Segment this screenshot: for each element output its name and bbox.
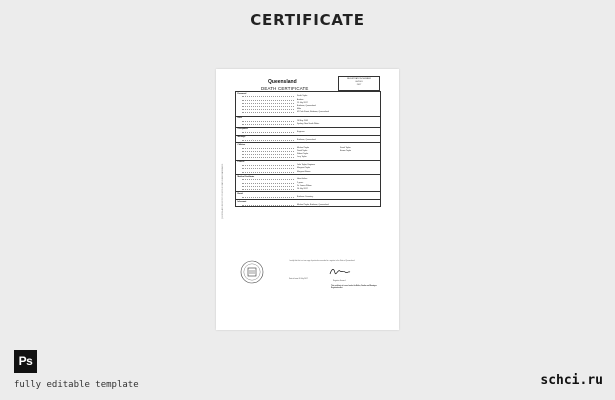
field-label: Cause of death — [242, 178, 294, 180]
field-value: 14 July 2017 — [297, 188, 308, 190]
field-value: John Taylor, Engineer — [297, 164, 316, 167]
seal-icon — [240, 260, 264, 284]
section-title: Deceased — [237, 92, 247, 95]
field-label: Family name — [242, 95, 294, 97]
field-value: Heart failure — [297, 178, 308, 181]
form-section — [236, 127, 380, 135]
field-value: Brisbane Cemetery — [297, 195, 314, 198]
brand-label: schci.ru — [540, 373, 603, 388]
section-title: Burial — [237, 192, 243, 195]
form-section — [236, 135, 380, 143]
field-value: Michael Taylor — [297, 146, 310, 149]
legal-note: This certificate is issued under the Births, Deaths and Marriages Registration Act — [331, 286, 377, 290]
field-value: Michael Taylor, Brisbane, Queensland — [297, 203, 329, 206]
field-value: Robert Taylor — [297, 153, 309, 156]
section-title: Informant — [237, 200, 247, 203]
field-value: Margaret Taylor — [297, 167, 311, 170]
field-label: Occupation — [242, 131, 294, 133]
form-section — [236, 116, 380, 127]
field-value-secondary: Sarah Taylor — [340, 146, 351, 149]
issue-date: Date of issue 20 July 2017 — [289, 279, 308, 280]
registration-box — [338, 76, 380, 91]
field-value-secondary: Emma Taylor — [340, 149, 351, 152]
field-value: David Taylor — [297, 149, 308, 152]
field-label — [242, 150, 294, 152]
certificate-preview — [216, 69, 399, 330]
field-label: Place of burial — [242, 196, 294, 198]
field-value: 10 May 1945 — [297, 120, 308, 123]
section-title: Marriage — [237, 136, 246, 139]
section-title: Birth — [237, 117, 242, 120]
certificate-title: DEATH CERTIFICATE — [261, 86, 309, 91]
field-value: Brisbane, Queensland — [297, 138, 316, 141]
field-label: Names and ages — [242, 147, 294, 149]
registration-label: REGISTRATION NUMBER — [346, 77, 372, 80]
form-row — [236, 111, 380, 114]
certification-notes: I certify that this is a true copy of particulars recorded in a register in the State of Queensland. — [289, 261, 355, 262]
registration-year: 2017 — [356, 83, 362, 86]
side-text: QUEENSLAND REGISTRY OF BIRTHS DEATHS AND MARRIAGES — [222, 163, 224, 219]
section-title: Medical Certificate — [237, 175, 255, 178]
field-value: Engineer — [297, 131, 305, 134]
field-label: Usual residence — [242, 111, 294, 113]
section-title: Occupation — [237, 128, 248, 131]
field-label: Place of birth — [242, 123, 294, 125]
field-label: Duration of last illness — [242, 182, 294, 184]
field-value: 42 Park Street, Brisbane, Queensland — [297, 111, 329, 114]
field-value: Andrew — [297, 98, 304, 101]
form-section — [236, 174, 380, 191]
template-caption: fully editable template — [14, 380, 139, 390]
form-section — [236, 199, 380, 207]
signature-label: Registrar General — [333, 281, 346, 282]
field-value: Male — [297, 108, 302, 111]
field-value: Lucy Taylor — [297, 156, 307, 159]
field-label: Given names — [242, 99, 294, 101]
form-row — [236, 204, 380, 207]
field-label: Place of marriage — [242, 139, 294, 141]
form-section — [236, 92, 380, 116]
field-label: Name and address — [242, 204, 294, 206]
field-value: Brisbane, Queensland — [297, 105, 316, 107]
field-value: Smith Taylor — [297, 95, 308, 98]
field-label: Sex — [242, 108, 294, 110]
section-title: Children — [237, 143, 246, 146]
page-title: CERTIFICATE — [250, 11, 365, 29]
field-label — [242, 156, 294, 158]
field-label: Date of death — [242, 102, 294, 104]
field-label — [242, 153, 294, 155]
registration-number: 00/2001 — [355, 80, 363, 83]
field-value: Sydney, New South Wales — [297, 123, 320, 126]
field-value: Dr. James Wilson — [297, 184, 312, 187]
field-label: Father — [242, 164, 294, 166]
photoshop-icon: Ps — [14, 350, 37, 373]
form-section — [236, 191, 380, 199]
signature-icon — [329, 267, 351, 277]
field-label: Date last seen alive — [242, 188, 294, 190]
field-label: Medical practitioner — [242, 185, 294, 187]
field-value: 15 July 2017 — [297, 101, 308, 104]
certificate-state: Queensland — [268, 79, 297, 85]
field-value: Margaret Brown — [297, 170, 311, 173]
field-label: Date of birth — [242, 120, 294, 122]
field-label: Mother — [242, 167, 294, 169]
certificate-form — [235, 91, 381, 207]
field-label: Place of death — [242, 105, 294, 107]
form-section — [236, 142, 380, 159]
form-section — [236, 160, 380, 174]
section-title: Parents — [237, 161, 245, 164]
field-value: 2 years — [297, 181, 304, 184]
field-label: Mother's maiden name — [242, 171, 294, 173]
